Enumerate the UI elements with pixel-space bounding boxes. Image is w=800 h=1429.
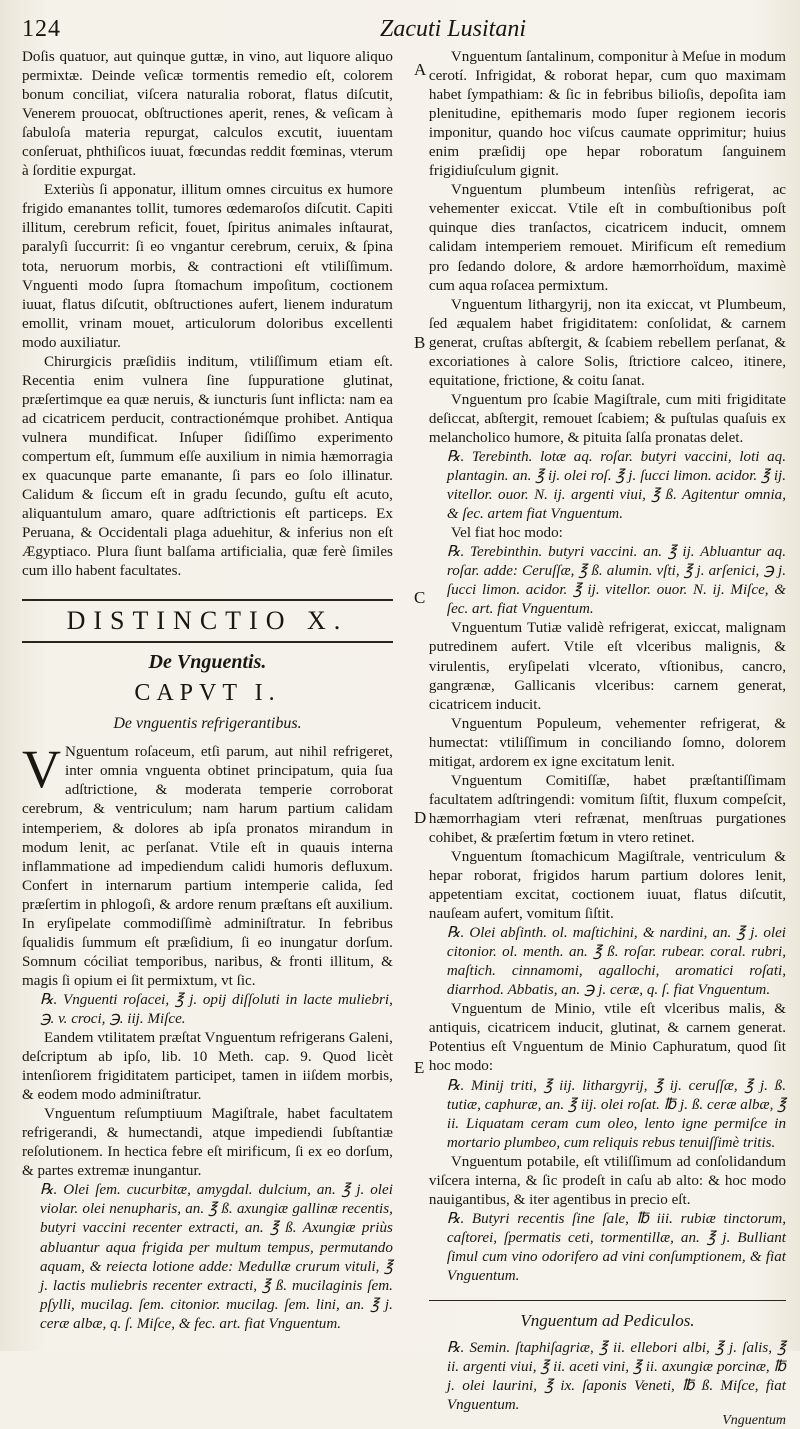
paragraph: Nguentum roſaceum, etſi parum, aut nihil refrigeret, inter omnia vnguenta obtinet principatum, quia ſua adſtrictione, & moderata temperie corroborat cerebrum, & ventriculum; nam harum partium calidam intemperiem, & dolores ab ipſa pronatos mirandum in modum lenit, ac perſanat. Vtile eſt in quauis interna inflammatione ad impediendum calidi humoris defluxum. Confert in internarum partium intemperie calida, ſed præſertim in phlogoſi, & ardore renum præſtans eſt auxilium. In eryſipelate commodiſſimè adminiſtratur. In febribus ſqualidis ſummum eſt præſidium, ſi eo inungatur dorſum. Somnum cóciliat temporibus, naribus, & fronti illitum, & magis ſi opium ei ſit permixtum, vt ſic. [22,744,393,989]
paragraph: Vnguentum Comitiſſæ, habet præſtantiſſimam facultatem adſtringendi: vomitum ſiſtit, fluxum compeſcit, hæmorrhagiam vteri refrænat, menſtruas purgationes cohibet, & præſertim fœtum in vtero retinet. [428,772,786,846]
recipe: ℞. Semin. ſtaphiſagriæ, ℥ ii. ellebori albi, ℥ j. ſalis, ℥ ii. argenti viui, ℥ ii. aceti vini, ℥ ii. axungiæ porcinæ, ℔ j. olei laurini, ℥ ix. ſaponis Veneti, ℔ ß. Miſce, fiat Vnguentum. [446,1340,786,1414]
paragraph: Vnguentum potabile, eſt vtiliſſimum ad conſolidandum viſcera interna, & ſic prodeſt in caſu ab alto: & hoc modo nauigantibus, & iter agentibus in precio eſt. [428,1153,786,1208]
paragraph: Chirurgicis præſidiis inditum, vtiliſſimum etiam eſt. Recentia enim vulnera ſine ſuppuratione glutinat, præſertimque ea quæ neruis, & iuncturis ſunt inflicta: nam ea ad cicatricem perducit, contractionémque prohibet. Antiqua vulnera mundificat. Inſuper ſidiſſimo experimento compertum eſt, ſummum eſſe auxilium in nimia hæmorragia ex quacunque parte emanante, ſi pars eo ſolo illinatur. Calidum & ſiccum eſt in gradu ſecundo, guſtu eſt acuto, aliquantulum amaro, quare adſtrictionis eſt particeps. Ex Peruana, & Occidentali plaga aduehitur, & inferius non eſt Ægyptiaco. Plura ſiunt balſama artificialia, quæ ferè ſimiles cum illo habent facultates. [22,353,393,580]
margin-letter-e: E [414,1058,425,1077]
drop-capital: V [22,739,61,800]
paragraph: Vnguentum plumbeum intenſiùs refrigerat, ac vehementer exiccat. Vtile eſt in combuſtionibus poſt quinque dies tranſactos, cicatricem inducit, omnem calidam intemperiem remouet. Mirificum eſt remedium pro ſedando dolore, & ardore hæmorrhoïdum, maximè cum aqua roſacea permixtum. [428,182,786,294]
margin-letter-d: D [414,808,427,827]
paragraph: Vel fiat hoc modo: [450,525,563,542]
paragraph: Vnguentum Tutiæ validè refrigerat, exiccat, malignam putredinem aufert. Vtile eſt vlceribus malignis, & virulentis, eryſipelati vlcerato, vſtionibus, cancro, gangrænæ, Gallicanis vlceribus: carnem generat, cicatricem inducit. [428,620,786,713]
paragraph: Vnguentum Populeum, vehementer refrigerat, & humectat: vtiliſſimum in conciliando ſomno, dolorem mitigat, ardorem ex igne excitatum lenit. [428,715,786,770]
margin-letter-c: C [414,588,426,607]
paragraph: Vnguentum reſumptiuum Magiſtrale, habet facultatem refrigerandi, & humectandi, atque impediendi ſubſtantiæ reſolutionem. In hectica febre eſt mirificum, ſi ex eo dorſum, & partes extremæ inungantur. [22,1106,393,1180]
recipe: ℞. Butyri recentis ſine ſale, ℔ iii. rubiæ tinctorum, caſtorei, ſpermatis ceti, tormentillæ, an. ℥ j. Bulliant ſimul cum vino odorifero ad vini conſumptionem, & fiat Vnguentum. [446,1210,786,1284]
section-title: De Vnguentis. [148,651,267,674]
two-column-body [22,48,786,1429]
recipe: ℞. Vnguenti roſacei, ℥ j. opij diſſoluti in lacte muliebri, ℈. v. croci, ℈. iij. Miſce. [40,991,393,1027]
chapter-subtitle: De vnguentis refrigerantibus. [113,715,302,733]
recipe: ℞. Terebinth. lotæ aq. roſar. butyri vaccini, loti aq. plantagin. an. ℥ ij. olei roſ. ℥ j. ſucci limon. acidor. ℥ ij. vitellor. ouor. N. ij. argenti viui, ℥ ß. Agitentur omnia, & ſec. artem fiat Vnguentum. [446,448,786,523]
section-rule [429,1300,786,1301]
running-head [22,16,786,42]
recipe: ℞. Minij triti, ℥ iij. lithargyrij, ℥ ij. ceruſſæ, ℥ j. ß. tutiæ, caphuræ, an. ℥ iij. olei roſat. ℔ j. ß. ceræ albæ, ℥ ii. Liquatam ceram cum oleo, lento igne permiſce in mortario plumbeo, cum reliquis rebus tenuiſſimè tritis. [446,1077,786,1151]
running-title: Zacuti Lusitani [379,16,526,42]
recipe: ℞. Terebinthin. butyri vaccini. an. ℥ ij. Abluantur aq. roſar. adde: Ceruſſæ, ℥ ß. alumin. vſti, ℥ j. arſenici, ℈ j. ſucci limon. acidor. ℥ ij. vitellor. ouor. N. ij. Miſce, & ſec. art. fiat Vnguentum. [446,544,786,618]
paragraph: Vnguentum de Minio, vtile eſt vlceribus malis, & antiquis, cicatricem inducit, glutinat, & carnem generat. Potentius eſt Vnguentum de Minio Caphuratum, quod ſit hoc modo: [428,1001,786,1075]
section-heading: Vnguentum ad Pediculos. [520,1311,695,1331]
paragraph: Vnguentum ſantalinum, componitur à Meſue in modum cerotí. Infrigidat, & roborat hepar, cum quo maximam habet ſympathiam: & ſic in febribus bilioſis, depoſita iam plenitudine, epithemaris modo ſuper regionem iecoris imponitur, quando hoc viſcus caumate opprimitur; huius enim præſidij ope hepar roboratum ſanguinem frigidiuſculum gignit. [428,49,786,180]
page-number: 124 [22,16,61,42]
chapter-heading: CAPVT I. [134,680,281,707]
opening-paragraph [22,739,393,991]
paragraph: Vnguentum ſtomachicum Magiſtrale, ventriculum & hepar roborat, frigidos harum partium dolores lenit, appetentiam excitat, coctionem iuuat, flatus diſcutit, nauſeam aufert, vomitum ſiſtit. [428,848,786,923]
right-column [399,48,786,1429]
paragraph: Eandem vtilitatem præſtat Vnguentum refrigerans Galeni, deſcriptum ab ipſo, lib. 10 Meth. cap. 9. Quod licèt intenſiorem frigiditatem participet, tamen in iiſdem morbis, & eodem modo adminiſtratur. [22,1030,393,1104]
left-column [22,48,399,1429]
margin-letter-b: B [414,333,426,352]
distinctio-heading: DISTINCTIO X. [22,599,393,643]
paragraph: Vnguentum pro ſcabie Magiſtrale, cum miti frigiditate deſiccat, abſtergit, remouet ſcabiem; & puſtulas quaſuis ex melancholico humore, & pituita ſalſa pronatas delet. [428,391,786,446]
paragraph: Doſis quatuor, aut quinque guttæ, in vino, aut liquore aliquo permixtæ. Deinde veſicæ tormentis remedio eſt, colorem bonum conciliat, viſcera naturalia roborat, flatus diſcutit, Venerem prouocat, obſtructiones aperit, renes, & veſicam à ſabuloſa materia repurgat, calculos excutit, iuuentam conſeruat, phthiſicos iuuat, fœcundas reddit fœminas, vterum à ſorditie expurgat. [22,49,393,180]
paragraph: Vnguentum lithargyrij, non ita exiccat, vt Plumbeum, ſed æqualem habet frigiditatem: conſolidat, & carnem generat, cruſtas abſtergit, & ſcabiem rebellem perſanat, & excoriationes à calore Solis, ſtrictiore calceo, itinere, equitatione, frictione, & coitu ſanat. [428,296,786,389]
catchword: Vnguentum [722,1413,786,1429]
paragraph: Exteriùs ſi apponatur, illitum omnes circuitus ex humore frigido emanantes tollit, tumores œdemaroſos diſcutit. Capiti illitum, cerebrum reficit, fouet, ſpiritus animales inſtaurat, paralyſi ſuccurrit: ſi eo vngantur cerebrum, ceruix, & ſpina tota, neruorum morbis, & contractioni eſt vtiliſſimum. Vnguenti modo ſupra ſtomachum impoſitum, coctionem iuuat, flatus diſcutit, obſtructiones aufert, lienem induratum emollit, vrinam mouet, articulorum doloribus excellenti modo auxiliatur. [22,182,393,351]
margin-letters [414,48,434,1348]
recipe: ℞. Olei ſem. cucurbitæ, amygdal. dulcium, an. ℥ j. olei violar. olei nenupharis, an. ℥ ß. axungiæ gallinæ recentis, butyri vaccini recenter extracti, an. ℥ ß. Axungiæ priùs abluantur aqua frigida per multum tempus, permutando aquam, & reiecta lotione adde: Medullæ crurum vituli, ℥ j. lactis muliebris recenter extracti, ℥ ß. mucilaginis ſem. pſylli, mucilag. ſem. citonior. mucilag. ſem. lini, an. ℥ j. ceræ albæ, q. ſ. Miſce, & fec. art. fiat Vnguentum. [40,1182,393,1332]
recipe: ℞. Olei abſinth. ol. maſtichini, & nardini, an. ℥ j. olei citonior. ol. menth. an. ℥ ß. roſar. rubear. coral. rubri, maſtich. cinnamomi, agallochi, aromatici roſati, diarrhod. Abbatis, an. ℈ j. ceræ, q. ſ. fiat Vnguentum. [446,925,786,999]
margin-letter-a: A [414,60,427,79]
